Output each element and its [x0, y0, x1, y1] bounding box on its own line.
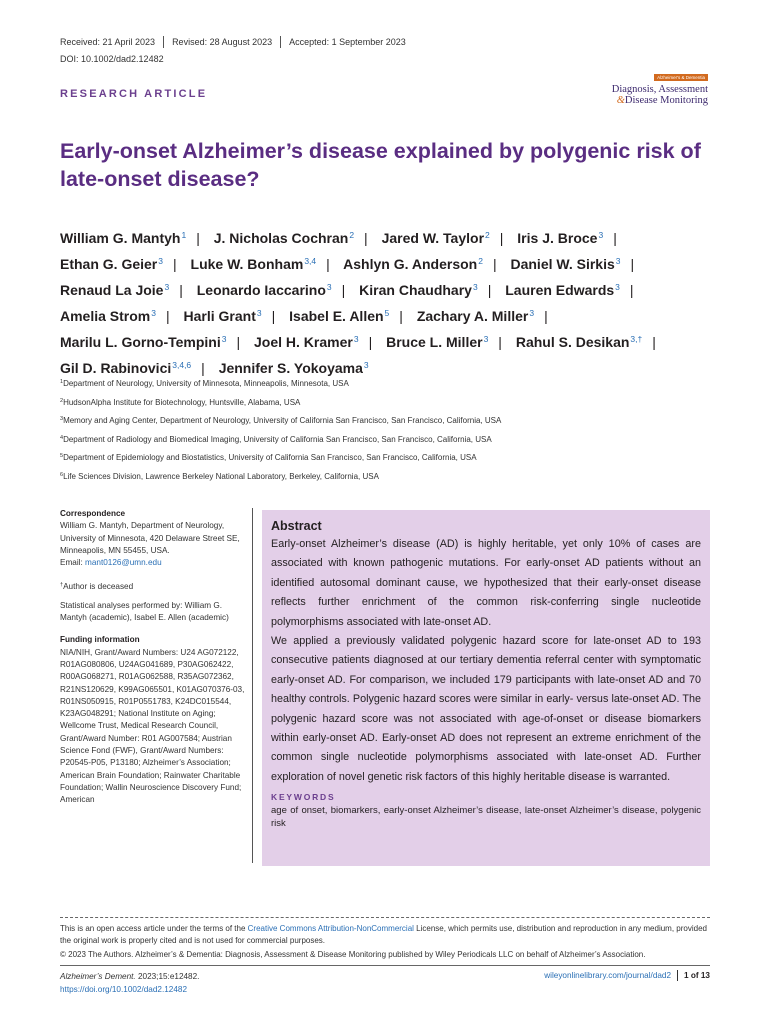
- affiliation-text: Memory and Aging Center, Department of Neurology, University of California San Francisco, San Francisco, California, USA: [63, 416, 502, 425]
- keywords-list: age of onset, biomarkers, early-onset Alzheimer’s disease, late-onset Alzheimer’s disease, polygenic risk: [271, 805, 701, 830]
- affiliation-item: [60, 472, 720, 491]
- author-affiliation-mark: 3,†: [630, 334, 643, 344]
- author-name: [184, 308, 286, 324]
- author-name-text: Iris J. Broce: [517, 230, 598, 246]
- abstract-paragraph: Early-onset Alzheimer’s disease (AD) is highly heritable, yet only 10% of cases are associated with known pathogenic mutations. For early-onset AD patients without an identified autosomal dominant cause, we hypothesized that their early-onset disease reflects further enrichment of the common risk-conferring single nucleotide polymorphisms associated with late-onset AD.: [271, 538, 701, 628]
- author-name: [516, 334, 666, 350]
- license-divider: [60, 917, 710, 918]
- funding-text: NIA/NIH, Grant/Award Numbers: U24 AG072122, R01AG080806, U24AG041689, P30AG062422, R00AG068271, R01AG062588, R35AG072362, R21NS120629, K99AG065501, K01AG070376-03, R01NS050915, R01P0551783, K24DC015544, K23AG048291; National Institute on Aging; Wellcome Trust, Medical Research Council, Grant/Award Number: R01 AG007584; Austrian Science Fond (FWF), Grant/Award Numbers: P20545-P05, P13180; Alzheimer’s Association; American Brain Foundation; Rainwater Charitable Foundation; Wallin Neuroscience Discovery Fund; American: [60, 647, 245, 805]
- author-separator: |: [172, 256, 177, 272]
- license-pre: This is an open access article under the terms of the: [60, 924, 248, 933]
- correspondence-heading: Correspondence: [60, 509, 126, 518]
- footer-volume: 2023;15:e12482.: [135, 972, 200, 981]
- keywords-heading: KEYWORDS: [271, 792, 336, 803]
- author-name: [60, 230, 210, 246]
- author-affiliation-mark: 3: [615, 282, 620, 292]
- article-title: Early-onset Alzheimer’s disease explained by polygenic risk of late-onset disease?: [60, 139, 701, 191]
- author-name-text: Rahul S. Desikan: [515, 334, 630, 350]
- journal-site-link[interactable]: wileyonlinelibrary.com/journal/dad2: [544, 971, 672, 980]
- author-affiliation-mark: 3: [158, 256, 163, 266]
- author-name-text: Daniel W. Sirkis: [510, 256, 615, 272]
- author-name: [60, 256, 187, 272]
- author-name-text: Zachary A. Miller: [416, 308, 529, 324]
- author-separator: |: [271, 308, 276, 324]
- author-affiliation-mark: 3: [151, 308, 156, 318]
- footer-citation: [60, 970, 199, 996]
- author-separator: |: [201, 360, 205, 376]
- author-name: [60, 360, 215, 376]
- author-name-text: Jennifer S. Yokoyama: [218, 360, 363, 376]
- author-separator: |: [630, 256, 635, 272]
- author-name-text: Ashlyn G. Anderson: [343, 256, 478, 272]
- affiliation-number: 1: [60, 379, 64, 385]
- author-affiliation-mark: 3: [256, 308, 262, 318]
- affiliation-item: [60, 453, 720, 472]
- affiliation-item: [60, 435, 720, 454]
- footer-right: [544, 970, 710, 981]
- author-list: [60, 224, 720, 380]
- affiliation-text: Department of Neurology, University of Minnesota, Minneapolis, Minnesota, USA: [63, 379, 349, 388]
- author-affiliation-mark: 3: [221, 334, 227, 344]
- footer-divider: [60, 965, 710, 966]
- author-separator: |: [364, 230, 368, 246]
- author-name-text: Kiran Chaudhary: [359, 282, 472, 298]
- author-separator: |: [341, 282, 346, 298]
- author-separator: |: [236, 334, 241, 350]
- dagger-mark: †: [60, 582, 64, 589]
- author-affiliation-mark: 2: [485, 230, 490, 240]
- author-separator: |: [492, 256, 497, 272]
- email-link[interactable]: mant0126@umn.edu: [85, 558, 162, 568]
- author-name-text: Harli Grant: [183, 308, 256, 324]
- author-separator: |: [499, 230, 504, 246]
- author-affiliation-mark: 3: [363, 360, 369, 370]
- author-affiliation-mark: 1: [181, 230, 187, 240]
- article-sidebar: [60, 508, 245, 807]
- affiliation-number: 3: [60, 416, 64, 422]
- author-separator: |: [544, 308, 548, 324]
- affiliation-number: 2: [60, 397, 64, 404]
- author-name: [359, 282, 501, 298]
- author-name-text: Bruce L. Miller: [386, 334, 483, 350]
- author-name-text: Lauren Edwards: [505, 282, 615, 298]
- author-separator: |: [368, 334, 373, 350]
- author-separator: |: [498, 334, 502, 350]
- license-link[interactable]: Creative Commons Attribution-NonCommercial: [247, 924, 414, 933]
- author-separator: |: [326, 256, 330, 272]
- affiliation-list: [60, 379, 720, 490]
- correspondence-text: William G. Mantyh, Department of Neurology, University of Minnesota, 420 Delaware Street SE, Minneapolis, MN 55455, USA.: [60, 521, 240, 555]
- author-affiliation-mark: 3: [529, 308, 535, 318]
- article-doi: DOI: 10.1002/dad2.12482: [60, 54, 164, 64]
- author-affiliation-mark: 3: [164, 282, 170, 292]
- author-affiliation-mark: 3: [353, 334, 359, 344]
- accepted-date: Accepted: 1 September 2023: [289, 37, 406, 47]
- funding-heading: Funding information: [60, 635, 140, 645]
- statistics-note: Statistical analyses performed by: William G. Mantyh (academic), Isabel E. Allen (academic): [60, 600, 229, 623]
- author-name: [197, 282, 356, 298]
- affiliation-item: [60, 416, 720, 435]
- author-name-text: Renaud La Joie: [60, 282, 164, 298]
- author-affiliation-mark: 3: [598, 230, 604, 240]
- affiliation-number: 5: [60, 453, 64, 459]
- author-name-text: J. Nicholas Cochran: [213, 230, 349, 246]
- author-affiliation-mark: 3: [472, 282, 478, 292]
- author-separator: |: [196, 230, 200, 246]
- author-name-text: Joel H. Kramer: [254, 334, 353, 350]
- author-separator: |: [487, 282, 492, 298]
- author-name: [191, 256, 340, 272]
- article-type: RESEARCH ARTICLE: [60, 88, 208, 100]
- deceased-note: [60, 579, 245, 593]
- author-affiliation-mark: 2: [478, 256, 483, 266]
- author-name-text: Luke W. Bonham: [190, 256, 304, 272]
- email-label: Email:: [60, 558, 83, 568]
- affiliation-text: Life Sciences Division, Lawrence Berkeley National Laboratory, Berkeley, California, USA: [63, 471, 379, 481]
- revised-date: Revised: 28 August 2023: [172, 37, 273, 47]
- author-name-text: Jared W. Taylor: [381, 230, 485, 246]
- author-affiliation-mark: 3,4,6: [172, 360, 192, 370]
- author-affiliation-mark: 5: [384, 308, 390, 318]
- author-name: [386, 334, 512, 350]
- author-name: [505, 282, 643, 298]
- author-name: [254, 334, 382, 350]
- author-affiliation-mark: 3: [483, 334, 489, 344]
- author-name: [214, 230, 378, 246]
- journal-name-line2: [612, 95, 708, 106]
- page-number: 1 of 13: [684, 971, 710, 980]
- author-name: [417, 308, 558, 324]
- correspondence-email: [60, 557, 245, 569]
- affiliation-text: HudsonAlpha Institute for Biotechnology, Huntsville, Alabama, USA: [63, 397, 301, 407]
- author-name-text: Ethan G. Geier: [60, 256, 158, 272]
- author-separator: |: [179, 282, 183, 298]
- author-separator: |: [399, 308, 403, 324]
- abstract-box: [262, 510, 710, 866]
- abstract-paragraph: We applied a previously validated polygenic hazard score for late-onset AD to 193 consecutive patients diagnosed at our tertiary dementia referral center with symptomatic early-onset AD. For comparison, we included 179 participants with late-onset AD and 70 healthy controls. Polygenic hazard scores were similar in early- versus late-onset AD. The polygenic hazard score was not associated with age-of-onset or disease biomarkers within early-onset AD. Early-onset AD does not represent an extreme enrichment of the common single nucleotide polymorphisms associated with late-onset AD. Further exploration of novel genetic risk factors of this highly heritable disease is warranted.: [271, 635, 701, 783]
- journal-logo: [612, 66, 708, 106]
- license-post: License, which permits use, distribution and reproduction in any medium, provided the original work is properly cited and is not used for commercial purposes.: [60, 924, 707, 945]
- journal-name-line2-text: Disease Monitoring: [624, 95, 708, 106]
- license-notice: [60, 923, 710, 961]
- author-affiliation-mark: 2: [349, 230, 355, 240]
- journal-ampersand: &: [616, 95, 625, 106]
- author-name: [517, 230, 627, 246]
- affiliation-number: 6: [60, 471, 64, 478]
- author-name: [343, 256, 506, 272]
- author-name: [219, 360, 369, 376]
- author-name: [60, 334, 250, 350]
- author-affiliation-mark: 3: [615, 256, 621, 266]
- affiliation-text: Department of Radiology and Biomedical Imaging, University of California San Francisco, San Francisco, California, USA: [63, 434, 492, 444]
- affiliation-item: [60, 379, 720, 398]
- author-name-text: Isabel E. Allen: [289, 308, 384, 324]
- deceased-text: Author is deceased: [63, 582, 134, 592]
- author-name-text: William G. Mantyh: [60, 230, 181, 246]
- author-name: [289, 308, 413, 324]
- sidebar-divider: [252, 508, 253, 863]
- author-separator: |: [613, 230, 617, 246]
- journal-name-line1: Diagnosis, Assessment: [611, 84, 708, 95]
- author-separator: |: [165, 308, 170, 324]
- author-name: [60, 308, 180, 324]
- author-name: [510, 256, 644, 272]
- author-name-text: Marilu L. Gorno-Tempini: [60, 334, 221, 350]
- date-divider: [163, 36, 164, 48]
- footer-doi-link[interactable]: https://doi.org/10.1002/dad2.12482: [60, 985, 188, 994]
- date-divider: [280, 36, 281, 48]
- footer-journal: Alzheimer’s Dement.: [60, 972, 136, 981]
- author-separator: |: [652, 334, 656, 350]
- author-separator: |: [629, 282, 634, 298]
- affiliation-text: Department of Epidemiology and Biostatistics, University of California San Francisco, San Francisco, California, USA: [63, 453, 477, 462]
- journal-badge: Alzheimer's & Dementia: [654, 74, 708, 81]
- author-name-text: Leonardo Iaccarino: [196, 282, 326, 298]
- author-name: [382, 230, 514, 246]
- author-name: [60, 282, 193, 298]
- affiliation-item: [60, 398, 720, 417]
- abstract-heading: Abstract: [271, 519, 322, 533]
- author-affiliation-mark: 3,4: [304, 256, 317, 266]
- copyright-text: © 2023 The Authors. Alzheimer’s & Dementia: Diagnosis, Assessment & Disease Monitoring published by Wiley Periodicals LLC on behalf of Alzheimer’s Association.: [60, 950, 646, 959]
- received-date: Received: 21 April 2023: [60, 37, 156, 47]
- author-name-text: Gil D. Rabinovici: [60, 360, 172, 376]
- author-affiliation-mark: 3: [326, 282, 332, 292]
- affiliation-number: 4: [60, 434, 64, 441]
- footer-separator: [677, 970, 678, 981]
- article-dates: [60, 36, 406, 48]
- author-name-text: Amelia Strom: [60, 308, 151, 324]
- license-text: [60, 923, 710, 947]
